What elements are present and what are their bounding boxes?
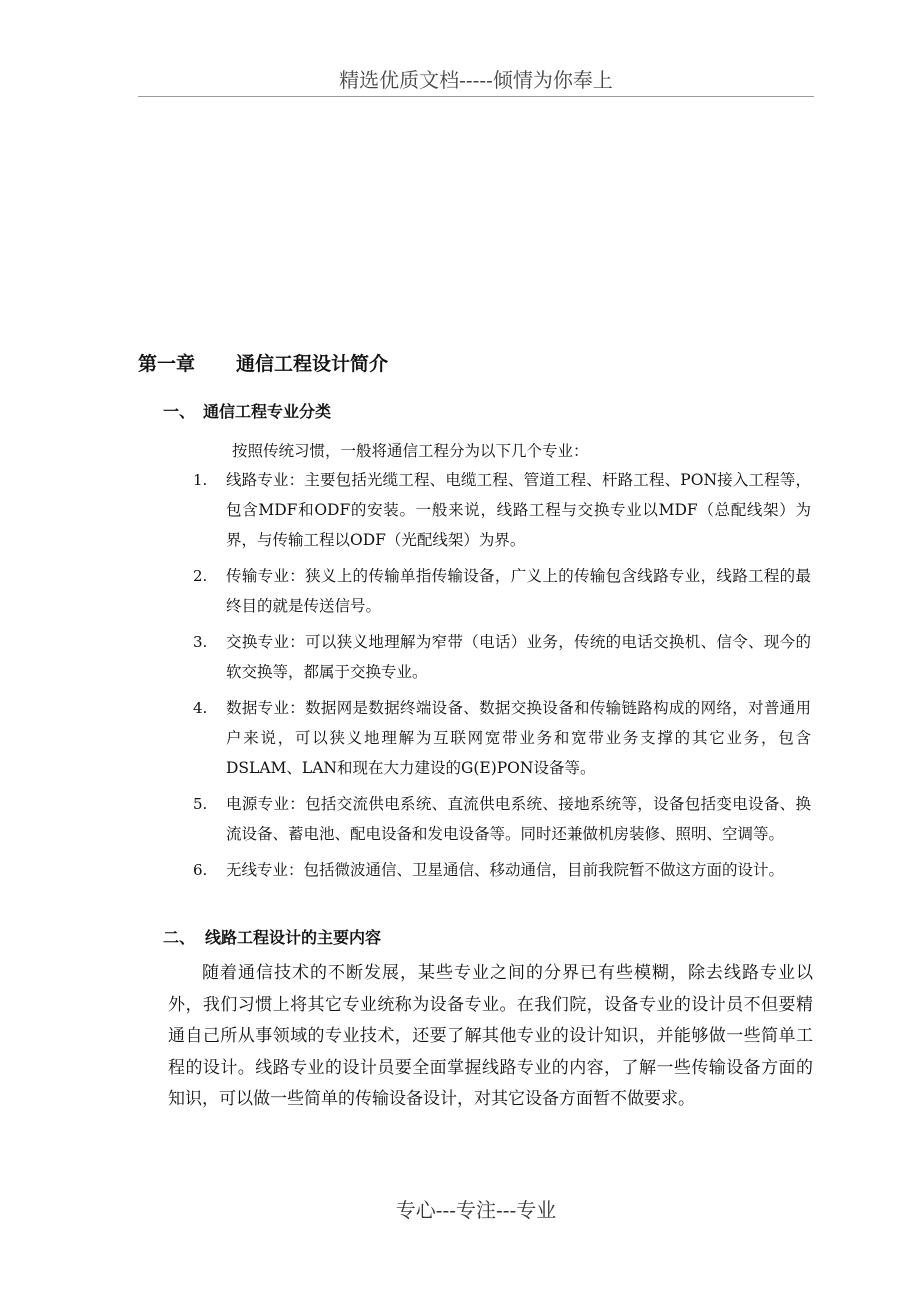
list-item-text: 交换专业：可以狭义地理解为窄带（电话）业务，传统的电话交换机、信令、现今的软交换等，都属于交换专业。	[226, 633, 811, 681]
section-1-title: 通信工程专业分类	[203, 402, 332, 421]
list-item-number: 6.	[193, 861, 208, 879]
chapter-name: 通信工程设计简介	[236, 353, 389, 375]
list-item-text: 数据专业：数据网是数据终端设备、数据交换设备和传输链路构成的网络，对普通用户来说，可以狭义地理解为互联网宽带业务和宽带业务支撑的其它业务，包含DSLAM、LAN和现在大力建设的G(E)PON设备等。	[226, 699, 811, 777]
list-item-number: 1.	[193, 471, 208, 489]
section-2-paragraph: 随着通信技术的不断发展，某些专业之间的分界已有些模糊，除去线路专业以外，我们习惯上将其它专业统称为设备专业。在我们院，设备专业的设计员不但要精通自己所从事领域的专业技术，还要了解其他专业的设计知识，并能够做一些简单工程的设计。线路专业的设计员要全面掌握线路专业的内容，了解一些传输设备方面的知识，可以做一些简单的传输设备设计，对其它设备方面暂不做要求。	[168, 963, 813, 1109]
list-item-number: 4.	[193, 699, 208, 717]
list-item-text: 电源专业：包括交流供电系统、直流供电系统、接地系统等，设备包括变电设备、换流设备、蓄电池、配电设备和发电设备等。同时还兼做机房装修、照明、空调等。	[226, 795, 811, 843]
list-item	[193, 693, 813, 783]
list-item-number: 3.	[193, 633, 208, 651]
specialty-list	[193, 465, 813, 891]
section-1-number: 一、	[163, 402, 196, 421]
header-rule	[138, 96, 814, 97]
chapter-title	[138, 350, 388, 378]
list-item	[193, 465, 813, 555]
section-1-intro: 按照传统习惯，一般将通信工程分为以下几个专业：	[232, 442, 589, 460]
chapter-number: 第一章	[138, 353, 196, 375]
list-item-text: 线路专业：主要包括光缆工程、电缆工程、管道工程、杆路工程、PON接入工程等，包含MDF和ODF的安装。一般来说，线路工程与交换专业以MDF（总配线架）为界，与传输工程以ODF（光配线架）为界。	[226, 471, 811, 549]
list-item	[193, 627, 813, 687]
page-header: 精选优质文档-----倾情为你奉上	[339, 68, 613, 92]
page-footer: 专心---专注---专业	[395, 1198, 557, 1222]
list-item-text: 传输专业：狭义上的传输单指传输设备，广义上的传输包含线路专业，线路工程的最终目的就是传送信号。	[226, 567, 811, 615]
list-item	[193, 789, 813, 849]
section-heading-1	[163, 399, 331, 425]
list-item	[193, 561, 813, 621]
section-2-number: 二、	[163, 928, 196, 947]
list-item-text: 无线专业：包括微波通信、卫星通信、移动通信，目前我院暂不做这方面的设计。	[226, 861, 785, 879]
list-item-number: 5.	[193, 795, 208, 813]
list-item-number: 2.	[193, 567, 208, 585]
section-2-title: 线路工程设计的主要内容	[205, 928, 382, 947]
list-item	[193, 855, 813, 885]
section-heading-2	[163, 925, 381, 951]
